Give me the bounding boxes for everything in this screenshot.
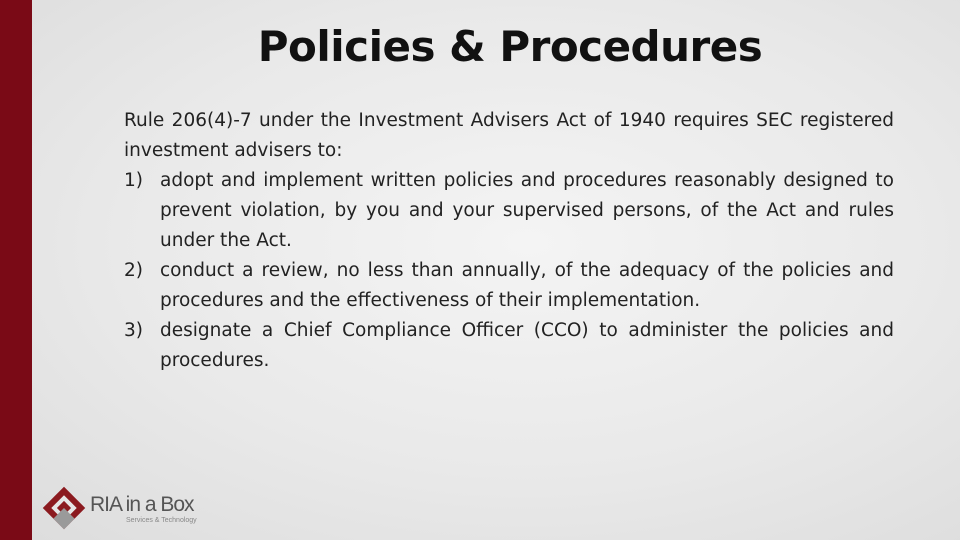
side-accent-bar xyxy=(0,0,32,540)
list-item xyxy=(124,316,894,376)
diamond-logo-icon xyxy=(42,486,86,530)
list-text: designate a Chief Compliance Officer (CCO) to administer the policies and procedures. xyxy=(160,320,894,371)
slide-title: Policies & Procedures xyxy=(257,22,763,71)
company-logo xyxy=(42,486,212,530)
slide-body xyxy=(124,106,894,376)
list-number: 3) xyxy=(124,320,143,341)
list-item xyxy=(124,166,894,256)
logo-wordmark: RIA in a Box xyxy=(90,493,194,516)
list-number: 1) xyxy=(124,170,143,191)
requirements-list xyxy=(124,166,894,376)
list-text: adopt and implement written policies and procedures reasonably designed to prevent violation, by you and your supervised persons, of the Act and rules under the Act. xyxy=(160,170,894,251)
logo-tagline: Services & Technology xyxy=(126,517,197,524)
list-item xyxy=(124,256,894,316)
list-text: conduct a review, no less than annually, of the adequacy of the policies and procedures and the effectiveness of their implementation. xyxy=(160,260,894,311)
list-number: 2) xyxy=(124,260,143,281)
intro-paragraph: Rule 206(4)-7 under the Investment Advisers Act of 1940 requires SEC registered investment advisers to: xyxy=(124,110,894,161)
